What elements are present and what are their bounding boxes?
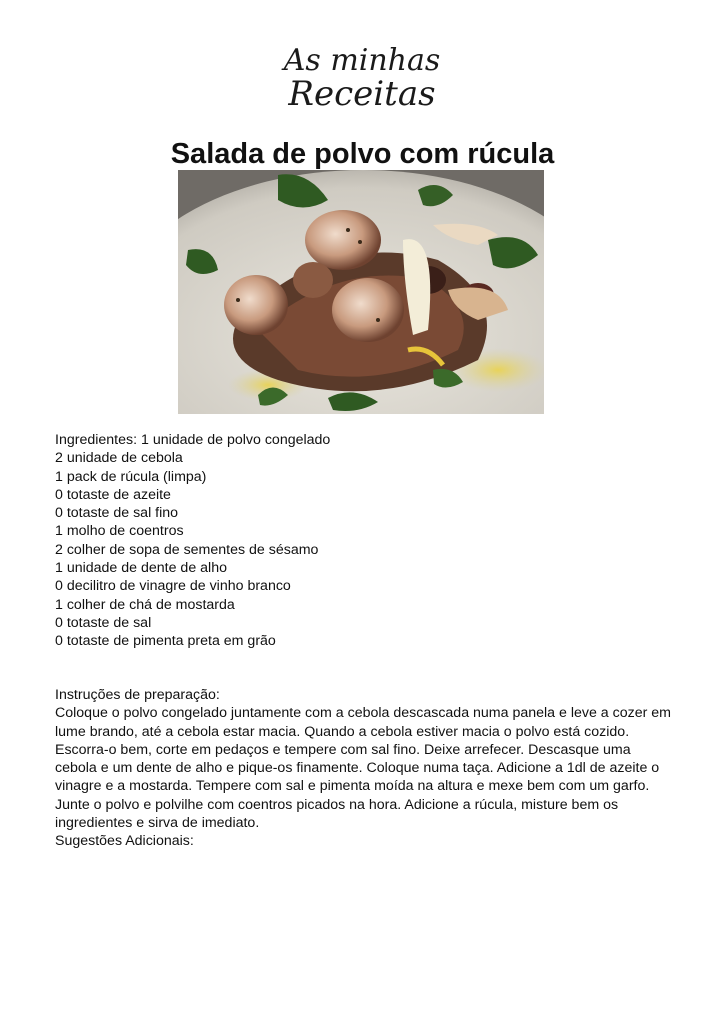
ingredients-label: Ingredientes: xyxy=(55,432,138,448)
suggestions-label: Sugestões Adicionais: xyxy=(55,833,194,850)
ingredient-item: 0 totaste de sal xyxy=(55,614,152,631)
ingredient-item: 1 unidade de polvo congelado xyxy=(140,432,331,448)
recipe-title: Salada de polvo com rúcula xyxy=(170,138,555,170)
logo-line-1: As minhas xyxy=(283,43,441,78)
ingredients-first-line xyxy=(55,431,675,449)
recipe-photo xyxy=(178,170,544,414)
ingredient-item: 1 colher de chá de mostarda xyxy=(55,596,235,613)
site-logo xyxy=(272,44,452,122)
instructions-text: Coloque o polvo congelado juntamente com a cebola descascada numa panela e leve a cozer em lume brando, até a cebola estar macia. Quando a cebola estiver macia o polvo está cozido. Escorra-o bem, corte em pedaços e tempere com sal fino. Deixe arrefecer. Descasque uma cebola e um dente de alho e pique-os finamente. Coloque numa taça. Adicione a 1dl de azeite o vinagre e a mostarda. Tempere com sal e pimenta moída na altura e mexe bem com um garfo. Junte o polvo e polvilhe com coentros picados na hora. Adicione a rúcula, misture bem os ingredientes e sirva de imediato. xyxy=(55,705,671,832)
ingredient-item: 2 unidade de cebola xyxy=(55,450,183,467)
ingredient-item: 1 pack de rúcula (limpa) xyxy=(55,468,207,485)
ingredient-item: 0 totaste de azeite xyxy=(55,486,171,503)
ingredient-item: 2 colher de sopa de sementes de sésamo xyxy=(55,541,319,558)
ingredients-section xyxy=(55,431,675,651)
ingredient-item: 1 unidade de dente de alho xyxy=(55,560,227,577)
instructions-label: Instruções de preparação: xyxy=(55,687,220,703)
instructions-section xyxy=(55,686,675,851)
ingredient-item: 1 molho de coentros xyxy=(55,523,184,540)
ingredient-item: 0 totaste de pimenta preta em grão xyxy=(55,633,276,650)
logo-line-2: Receitas xyxy=(288,74,436,114)
ingredient-item: 0 decilitro de vinagre de vinho branco xyxy=(55,578,291,595)
ingredient-item: 0 totaste de sal fino xyxy=(55,505,179,522)
